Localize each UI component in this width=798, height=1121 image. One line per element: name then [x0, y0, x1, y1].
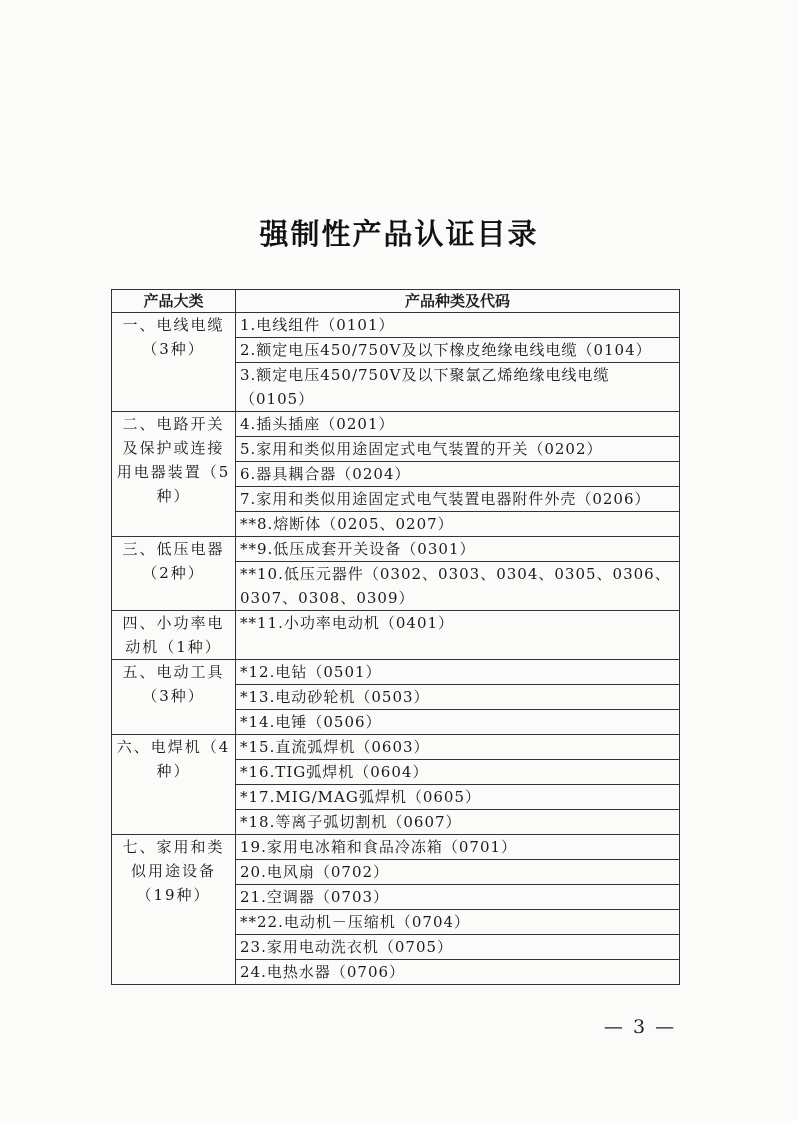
- product-cell: **8.熔断体（0205、0207）: [236, 512, 680, 537]
- page-number: — 3 —: [603, 1016, 677, 1038]
- product-cell: 6.器具耦合器（0204）: [236, 462, 680, 487]
- category-cell: 五、电动工具（3种）: [112, 660, 236, 735]
- category-cell: 七、家用和类似用途设备（19种）: [112, 835, 236, 985]
- product-cell: 20.电风扇（0702）: [236, 860, 680, 885]
- category-cell: 二、电路开关及保护或连接用电器装置（5种）: [112, 412, 236, 537]
- product-cell: **11.小功率电动机（0401）: [236, 611, 680, 660]
- product-cell: 5.家用和类似用途固定式电气装置的开关（0202）: [236, 437, 680, 462]
- product-cell: 19.家用电冰箱和食品冷冻箱（0701）: [236, 835, 680, 860]
- product-cell: *15.直流弧焊机（0603）: [236, 735, 680, 760]
- product-cell: *14.电锤（0506）: [236, 710, 680, 735]
- header-category: 产品大类: [112, 290, 236, 313]
- category-cell: 六、电焊机（4种）: [112, 735, 236, 835]
- product-cell: 2.额定电压450/750V及以下橡皮绝缘电线电缆（0104）: [236, 338, 680, 363]
- product-cell: 4.插头插座（0201）: [236, 412, 680, 437]
- table-row: [112, 835, 680, 860]
- category-cell: 三、低压电器（2种）: [112, 537, 236, 611]
- product-cell: 21.空调器（0703）: [236, 885, 680, 910]
- catalog-table: [111, 289, 680, 985]
- product-cell: *12.电钻（0501）: [236, 660, 680, 685]
- table-row: [112, 735, 680, 760]
- product-cell: 7.家用和类似用途固定式电气装置电器附件外壳（0206）: [236, 487, 680, 512]
- product-cell: **9.低压成套开关设备（0301）: [236, 537, 680, 562]
- product-cell: *18.等离子弧切割机（0607）: [236, 810, 680, 835]
- category-cell: 一、电线电缆（3种）: [112, 313, 236, 412]
- product-cell: 24.电热水器（0706）: [236, 960, 680, 985]
- product-cell: *13.电动砂轮机（0503）: [236, 685, 680, 710]
- product-cell: **22.电动机－压缩机（0704）: [236, 910, 680, 935]
- header-products: 产品种类及代码: [236, 290, 680, 313]
- document-title: 强制性产品认证目录: [259, 217, 539, 251]
- table-row: [112, 313, 680, 338]
- table-row: [112, 660, 680, 685]
- table-row: [112, 412, 680, 437]
- table-header-row: [112, 290, 680, 313]
- category-cell: 四、小功率电动机（1种）: [112, 611, 236, 660]
- product-cell: 3.额定电压450/750V及以下聚氯乙烯绝缘电线电缆（0105）: [236, 363, 680, 412]
- product-cell: 23.家用电动洗衣机（0705）: [236, 935, 680, 960]
- product-cell: *16.TIG弧焊机（0604）: [236, 760, 680, 785]
- product-cell: **10.低压元器件（0302、0303、0304、0305、0306、0307、0308、0309）: [236, 562, 680, 611]
- product-cell: 1.电线组件（0101）: [236, 313, 680, 338]
- table-row: [112, 537, 680, 562]
- product-cell: *17.MIG/MAG弧焊机（0605）: [236, 785, 680, 810]
- table-row: [112, 611, 680, 660]
